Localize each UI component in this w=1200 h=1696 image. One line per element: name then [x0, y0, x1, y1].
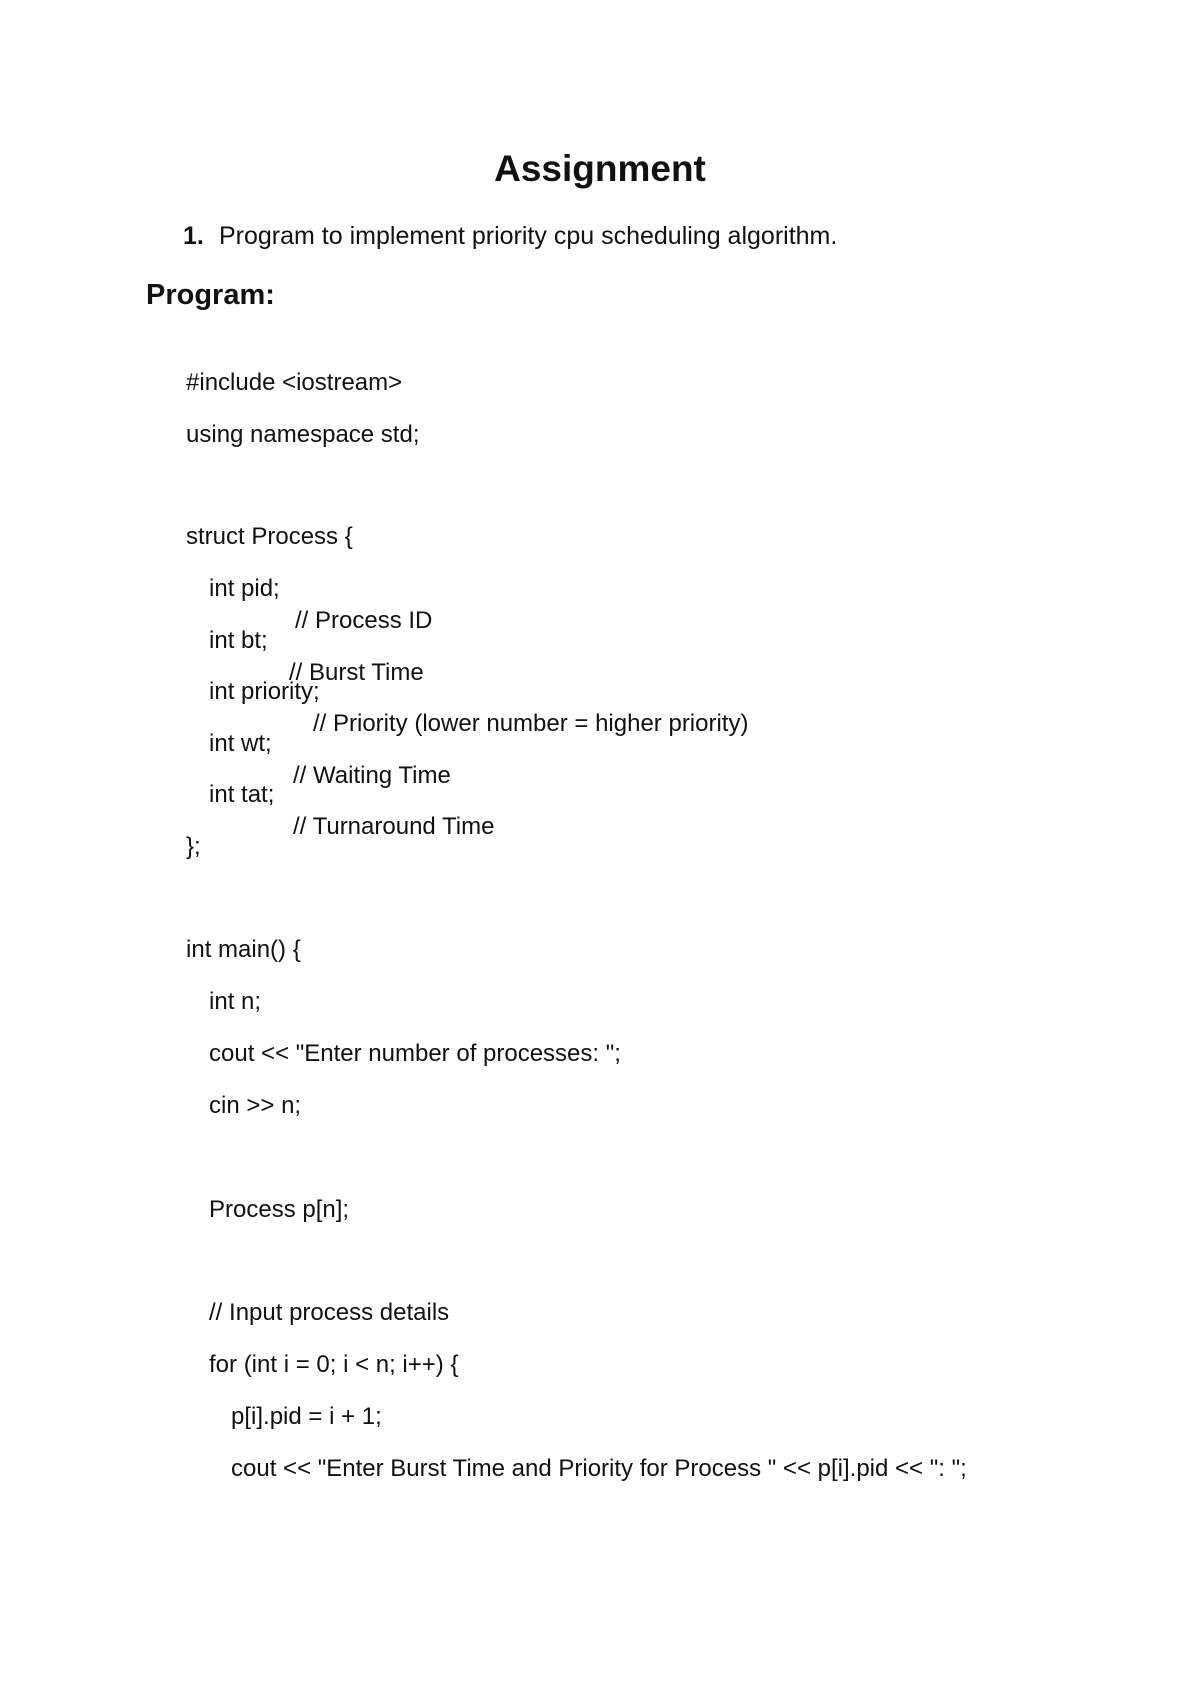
code-line: [169, 696, 451, 789]
code-comment: // Priority (lower number = higher priority): [313, 710, 749, 737]
code-line: [146, 489, 353, 550]
code-text: for (int i = 0; i < n; i++) {: [209, 1351, 459, 1378]
code-line: [169, 954, 262, 1015]
code-text: Process p[n];: [209, 1196, 350, 1223]
code-comment: // Turnaround Time: [293, 813, 495, 840]
code-line: [146, 902, 301, 963]
code-text: };: [186, 833, 201, 860]
code-text: int main() {: [186, 936, 301, 963]
question-text: Program to implement priority cpu scheduling algorithm.: [219, 222, 838, 250]
code-line: [169, 541, 433, 634]
code-line: [146, 335, 403, 396]
code-line: [191, 1369, 382, 1430]
code-comment: // Waiting Time: [293, 762, 451, 789]
code-line: [146, 387, 420, 448]
code-text: int tat;: [209, 781, 275, 808]
code-text: using namespace std;: [186, 421, 420, 448]
code-text: int pid;: [209, 575, 280, 602]
code-line: [169, 1058, 302, 1119]
code-text: struct Process {: [186, 523, 353, 550]
code-text: int bt;: [209, 627, 268, 654]
program-heading: Program:: [146, 279, 275, 311]
code-text: int priority;: [209, 678, 320, 705]
code-line: [146, 799, 201, 860]
question-number: 1.: [183, 222, 204, 250]
question-item: [183, 220, 837, 252]
code-text: #include <iostream>: [186, 369, 403, 396]
code-text: cout << "Enter Burst Time and Priority for Process " << p[i].pid << ": ";: [231, 1455, 967, 1482]
code-text: // Input process details: [209, 1299, 450, 1326]
code-line: [169, 1317, 459, 1378]
document-title: Assignment: [494, 148, 706, 189]
code-line: [169, 1162, 350, 1223]
code-text: p[i].pid = i + 1;: [231, 1403, 382, 1430]
code-line: [169, 1265, 450, 1326]
code-text: int n;: [209, 988, 262, 1015]
code-text: cout << "Enter number of processes: ";: [209, 1040, 621, 1067]
code-line: [191, 1421, 967, 1482]
code-text: cin >> n;: [209, 1092, 302, 1119]
code-text: int wt;: [209, 730, 272, 757]
code-comment: // Process ID: [295, 607, 433, 634]
code-comment: // Burst Time: [289, 659, 424, 686]
code-line: [169, 1006, 621, 1067]
